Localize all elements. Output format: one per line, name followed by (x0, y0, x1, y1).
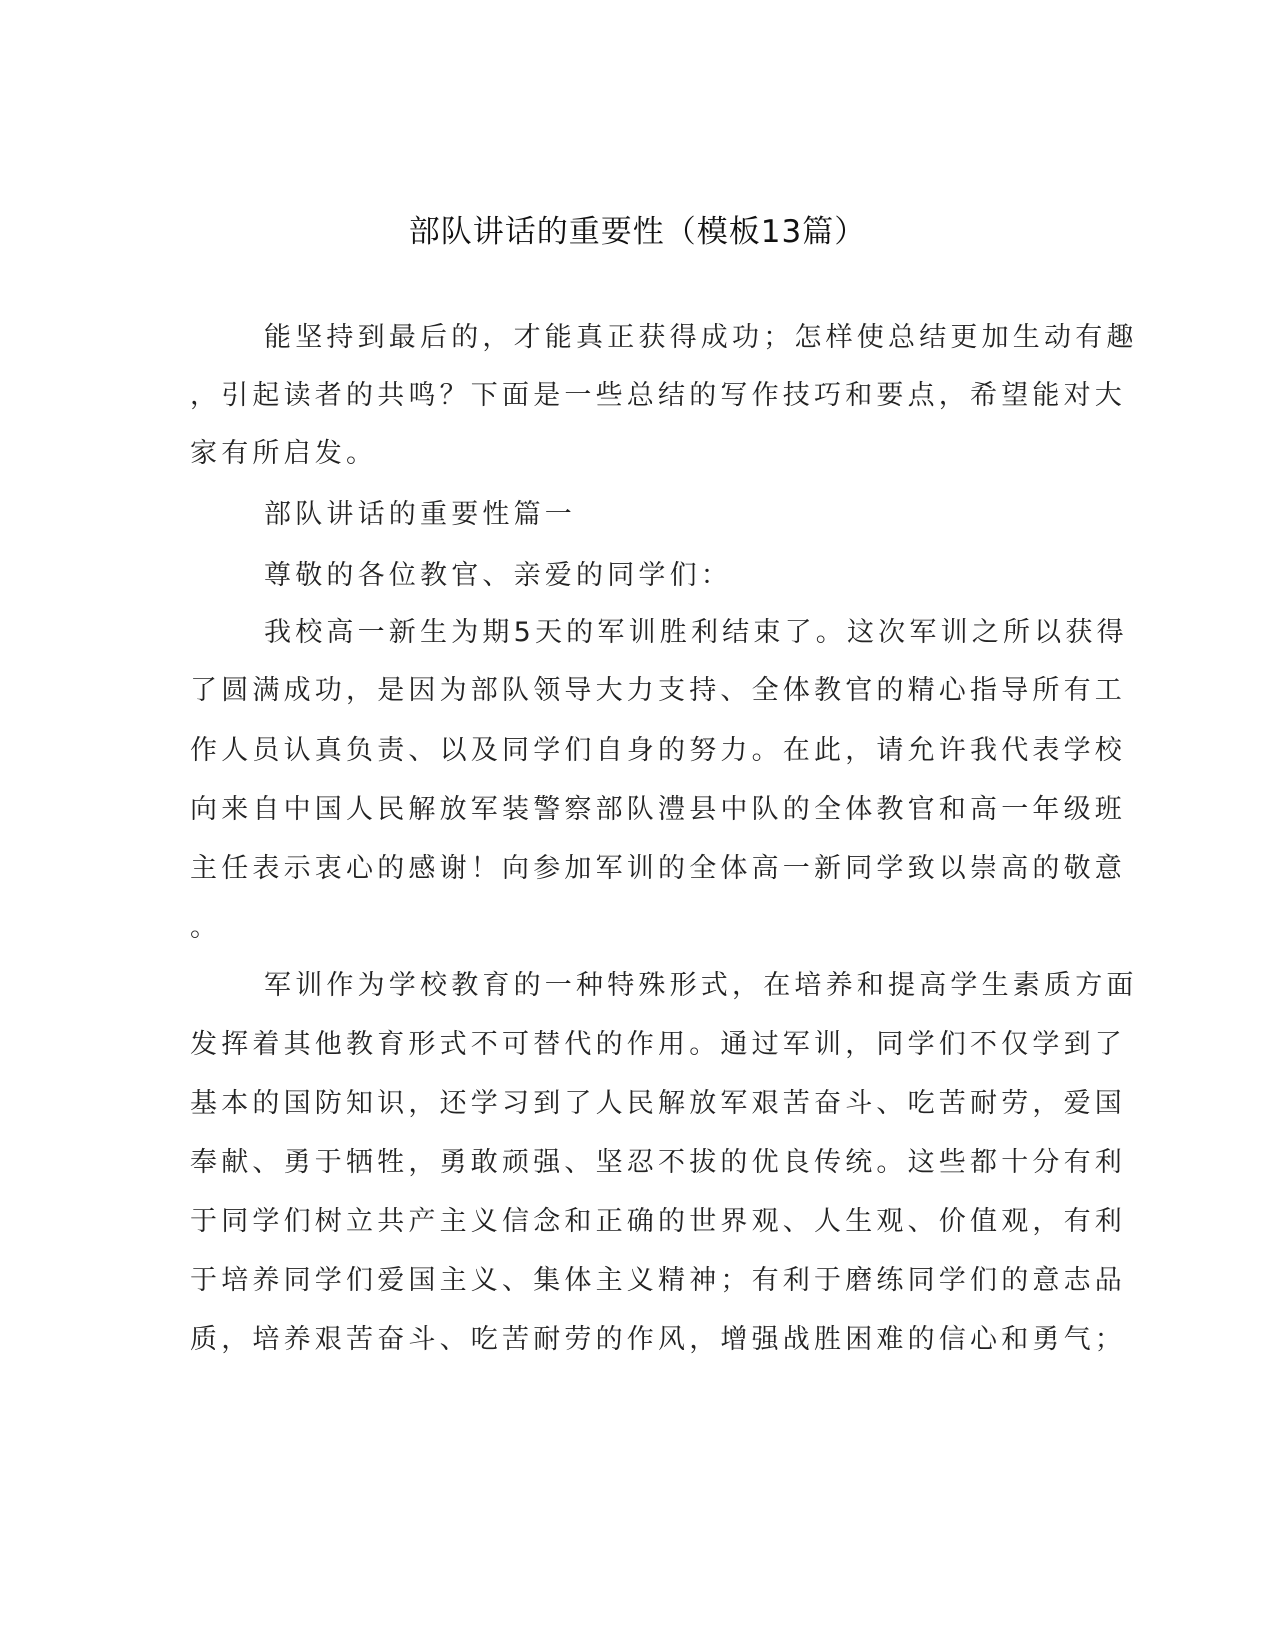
paragraph-line: 基本的国防知识，还学习到了人民解放军艰苦奋斗、吃苦耐劳，爱国 (190, 1088, 1126, 1119)
paragraph-line: 于同学们树立共产主义信念和正确的世界观、人生观、价值观，有利 (190, 1206, 1126, 1237)
paragraph-line: 奉献、勇于牺牲，勇敢顽强、坚忍不拔的优良传统。这些都十分有利 (190, 1147, 1126, 1178)
paragraph-line: 质，培养艰苦奋斗、吃苦耐劳的作风，增强战胜困难的信心和勇气； (190, 1324, 1126, 1355)
section-heading: 部队讲话的重要性篇一 (264, 499, 576, 530)
paragraph-line: 作人员认真负责、以及同学们自身的努力。在此，请允许我代表学校 (190, 735, 1126, 766)
paragraph-line: 家有所启发。 (190, 438, 378, 469)
paragraph-line: 军训作为学校教育的一种特殊形式，在培养和提高学生素质方面 (264, 970, 1138, 1001)
paragraph-line: 了圆满成功，是因为部队领导大力支持、全体教官的精心指导所有工 (190, 675, 1126, 706)
paragraph-line: 发挥着其他教育形式不可替代的作用。通过军训，同学们不仅学到了 (190, 1029, 1126, 1060)
paragraph-line: 能坚持到最后的，才能真正获得成功；怎样使总结更加生动有趣 (264, 322, 1138, 353)
document-title: 部队讲话的重要性（模板13篇） (408, 214, 867, 250)
paragraph-line: ，引起读者的共鸣？下面是一些总结的写作技巧和要点，希望能对大 (190, 380, 1126, 411)
paragraph-line: 主任表示衷心的感谢！向参加军训的全体高一新同学致以崇高的敬意 (190, 853, 1126, 884)
paragraph-line: 于培养同学们爱国主义、集体主义精神；有利于磨练同学们的意志品 (190, 1265, 1126, 1296)
paragraph-line: 。 (190, 912, 222, 943)
salutation-line: 尊敬的各位教官、亲爱的同学们： (264, 560, 732, 591)
paragraph-line: 我校高一新生为期5天的军训胜利结束了。这次军训之所以获得 (264, 617, 1128, 648)
paragraph-line: 向来自中国人民解放军装警察部队澧县中队的全体教官和高一年级班 (190, 794, 1126, 825)
